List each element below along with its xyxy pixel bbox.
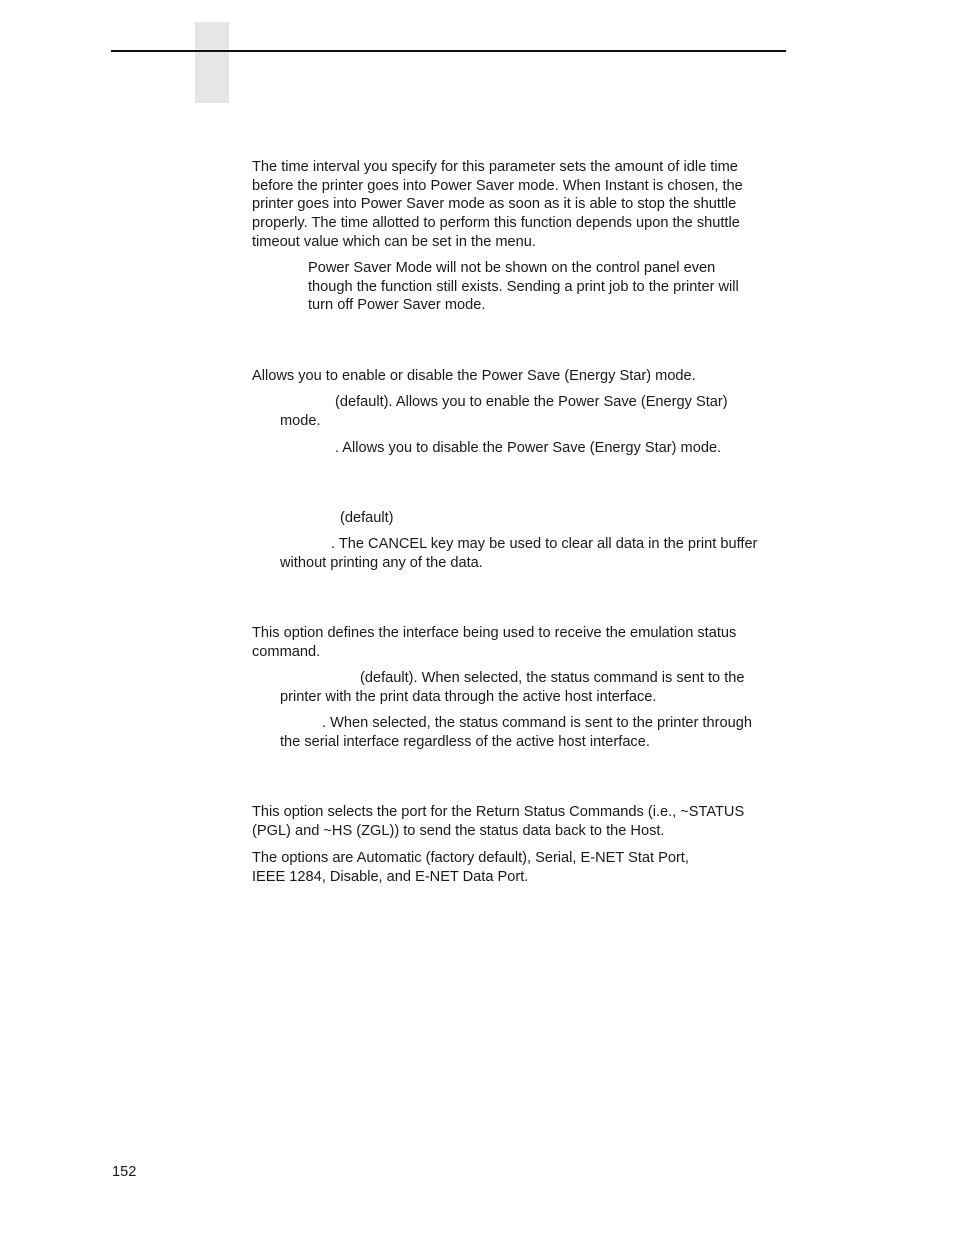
power-saver-note: Power Saver Mode will not be shown on the control panel even though the function still exists. Sending a print job to the printer will turn off Power Saver mode. [308,260,739,314]
page-number: 152 [112,1164,137,1180]
chapter-tab [195,22,229,103]
cancel-key-default-option: (default) [340,510,394,526]
header-rule [111,50,786,52]
power-save-disable-option: . Allows you to disable the Power Save (Energy Star) mode. [335,440,722,456]
cancel-key-enable-option: . The CANCEL key may be used to clear all data in the print buffer without printing any of the data. [280,536,758,571]
power-save-enable-option: (default). Allows you to enable the Power Save (Energy Star) mode. [280,394,728,429]
power-saver-time-description: The time interval you specify for this parameter sets the amount of idle time before the printer goes into Power Saver mode. When Instant is chosen, the printer goes into Power Saver mode as soon as it is able to stop the shuttle properly. The time allotted to perform this function depends upon the shuttle timeout value which can be set in the menu. [252,159,743,250]
return-status-description: This option selects the port for the Return Status Commands (i.e., ~STATUS (PGL) and ~HS (ZGL)) to send the status data back to the Host. [252,804,745,839]
emulation-status-serial-option: . When selected, the status command is sent to the printer through the serial interface regardless of the active host interface. [280,715,752,750]
return-status-options: The options are Automatic (factory default), Serial, E-NET Stat Port, IEEE 1284, Disable, and E-NET Data Port. [252,850,689,885]
emulation-status-description: This option defines the interface being used to receive the emulation status command. [252,625,737,660]
emulation-status-active-host-option: (default). When selected, the status command is sent to the printer with the print data through the active host interface. [280,670,745,705]
power-save-description: Allows you to enable or disable the Power Save (Energy Star) mode. [252,368,696,384]
